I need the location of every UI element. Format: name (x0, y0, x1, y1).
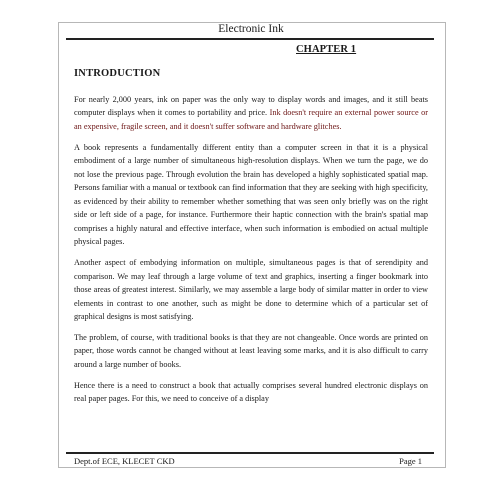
footer-page-number: Page 1 (399, 456, 422, 466)
section-heading: INTRODUCTION (74, 68, 161, 79)
footer-rule (66, 452, 434, 454)
body-text (74, 93, 428, 413)
footer-department: Dept.of ECE, KLECET CKD (74, 456, 175, 466)
paragraph-2: A book represents a fundamentally different entity than a computer screen in that it is a physical embodiment of a large number of simultaneous high-resolution displays. When we turn the page, we do not lose the previous page. Through evolution the brain has developed a highly sophisticated spatial map. Persons familiar with a manual or textbook can find information that they are seeking with high specificity, as evidenced by their ability to remember whether something that was seen only briefly was on the right side or left side of a page, for instance. Furthermore their haptic connection with the brain's spatial map comprises a highly natural and effective interface, when such information is embodied on actual multiple physical pages. (74, 142, 428, 247)
paragraph-1-emphasis: Ink doesn't require an external power source or an expensive, fragile screen, and it doesn't suffer software and hardware glitches. (74, 108, 428, 131)
chapter-label: CHAPTER 1 (296, 44, 357, 55)
running-header: Electronic Ink (218, 23, 284, 35)
paragraph-3: Another aspect of embodying information on multiple, simultaneous pages is that of serendipity and comparison. We may leaf through a large volume of text and graphics, inserting a finger bookmark into those areas of greatest interest. Similarly, we may assemble a large body of similar matter in order to view elements in contrast to one another, such as might be done to determine which of a particular set of graphical designs is most satisfying. (74, 258, 428, 321)
header-rule (66, 38, 434, 40)
paragraph-5: Hence there is a need to construct a book that actually comprises several hundred electronic displays on real paper pages. For this, we need to conceive of a display (74, 380, 428, 404)
paragraph-1-lead: For nearly 2,000 years, ink on paper was the only way to display words and images, and it still beats computer displays when it comes to portability and price. (74, 95, 428, 118)
paragraph-4: The problem, of course, with traditional books is that they are not changeable. Once words are printed on paper, those words cannot be changed without at least leaving some marks, and it is also difficult to carry around a large number of books. (74, 333, 428, 369)
paragraph-1 (74, 93, 428, 133)
